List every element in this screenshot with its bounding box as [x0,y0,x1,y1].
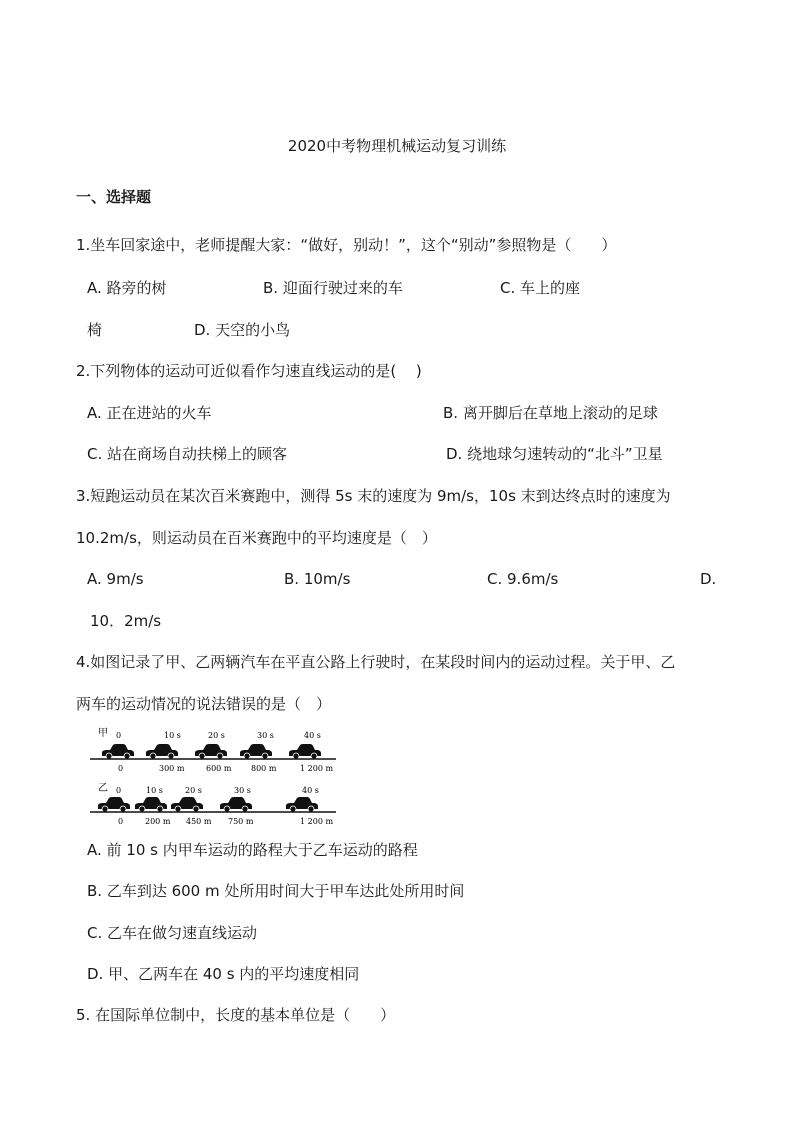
car-a-label: 甲 [98,728,108,739]
car-a-icon-20 [195,744,227,759]
car-a-dist-1200: 1 200 m [300,764,334,773]
car-b-time-30: 30 s [234,786,251,795]
question-3-option-d: D. [700,570,717,588]
question-2-option-b: B. 离开脚后在草地上滚动的足球 [443,404,658,422]
car-a-dist-300: 300 m [159,764,185,773]
car-a-time-30: 30 s [257,731,274,740]
car-b-icon-20 [171,797,203,812]
car-b-dist-200: 200 m [145,817,171,826]
car-b-icon-10 [135,797,167,812]
question-3-option-d-value: 10．2m/s [90,612,162,630]
car-b-dist-1200: 1 200 m [300,817,334,826]
car-a-dist-800: 800 m [251,764,277,773]
car-motion-figure [88,724,348,828]
car-a-time-10: 10 s [164,731,181,740]
question-3-stem-line2: 10.2m/s，则运动员在百米赛跑中的平均速度是（ ） [76,529,437,547]
question-2-option-d: D. 绕地球匀速转动的“北斗”卫星 [446,445,663,463]
car-b-icon-30 [220,797,252,812]
car-b-icon-0 [98,797,130,812]
question-2-option-c: C. 站在商场自动扶梯上的顾客 [87,445,288,463]
car-b-time-40: 40 s [302,786,319,795]
question-1-option-a: A. 路旁的树 [87,279,167,297]
question-1-option-c-cont: 椅 [87,321,103,339]
document-title: 2020中考物理机械运动复习训练 [287,137,507,155]
car-a-icon-10 [146,744,178,759]
car-a-dist-600: 600 m [206,764,232,773]
car-b-time-10: 10 s [146,786,163,795]
question-1-stem: 1.坐车回家途中，老师提醒大家：“做好，别动！”，这个“别动”参照物是（ ） [76,236,617,254]
car-b-dist-750: 750 m [228,817,254,826]
question-3-option-c: C. 9.6m/s [487,570,559,588]
car-b-time-0: 0 [116,786,122,795]
question-3-option-b: B. 10m/s [284,570,351,588]
car-b-dist-0: 0 [118,817,124,826]
question-1-option-c: C. 车上的座 [500,279,581,297]
car-b-icon-40 [286,797,318,812]
car-b-dist-450: 450 m [186,817,212,826]
car-a-dist-0: 0 [118,764,124,773]
question-2-option-a: A. 正在进站的火车 [87,404,212,422]
question-4-option-c: C. 乙车在做匀速直线运动 [87,924,258,942]
question-4-option-b: B. 乙车到达 600 m 处所用时间大于甲车达此处所用时间 [87,882,465,900]
question-4-option-a: A. 前 10 s 内甲车运动的路程大于乙车运动的路程 [87,841,418,859]
car-a-time-40: 40 s [304,731,321,740]
question-1-option-d: D. 天空的小鸟 [194,321,291,339]
question-2-stem: 2.下列物体的运动可近似看作匀速直线运动的是( ) [76,362,422,380]
question-1-option-b: B. 迎面行驶过来的车 [263,279,403,297]
car-a-icon-30 [240,744,272,759]
car-b-label: 乙 [98,783,108,794]
section-heading: 一、选择题 [76,188,152,206]
question-5-stem: 5. 在国际单位制中，长度的基本单位是（ ） [76,1006,396,1024]
car-a-icon-40 [289,744,321,759]
question-3-stem-line1: 3.短跑运动员在某次百米赛跑中，测得 5s 末的速度为 9m/s，10s 末到达终点时的速度为 [76,487,671,505]
car-a-icon-0 [102,744,134,759]
car-a-time-20: 20 s [208,731,225,740]
question-4-stem-line1: 4.如图记录了甲、乙两辆汽车在平直公路上行驶时，在某段时间内的运动过程。关于甲、乙 [76,653,676,671]
question-3-option-a: A. 9m/s [87,570,144,588]
question-4-option-d: D. 甲、乙两车在 40 s 内的平均速度相同 [87,965,360,983]
question-4-stem-line2: 两车的运动情况的说法错误的是（ ） [76,695,332,713]
car-b-time-20: 20 s [185,786,202,795]
car-a-time-0: 0 [116,731,122,740]
